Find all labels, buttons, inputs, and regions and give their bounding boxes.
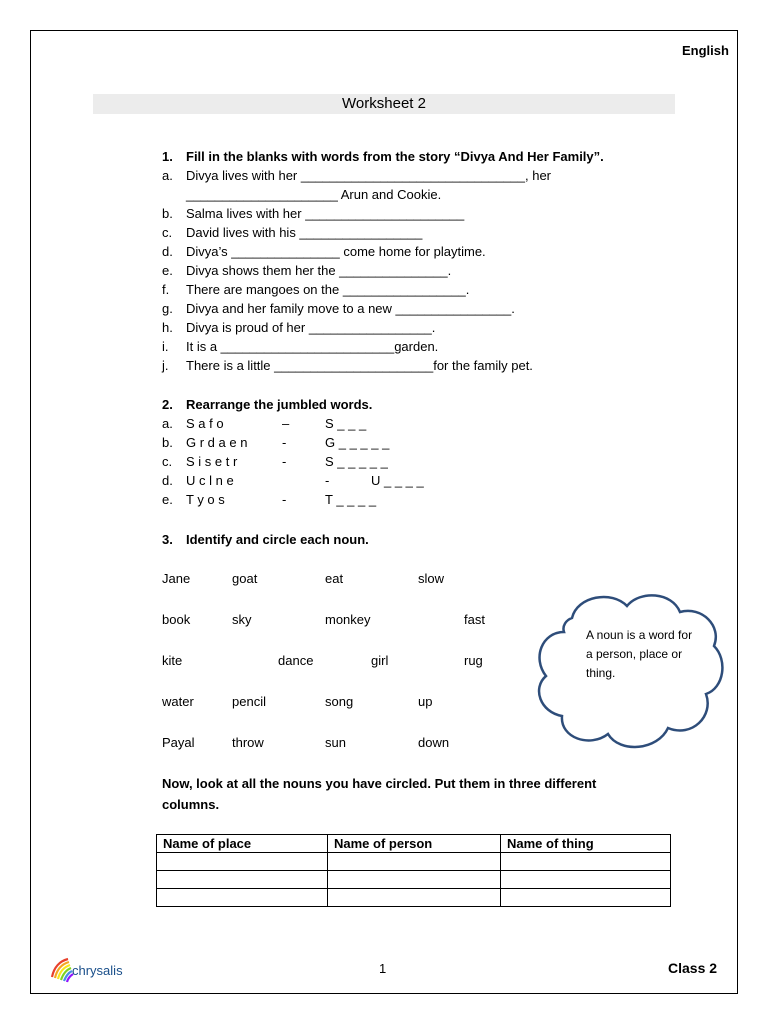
noun-word[interactable]: slow — [418, 571, 445, 586]
q2-item-dash: – — [282, 416, 290, 431]
q1-number: 1. — [162, 149, 173, 164]
q2-item-dash: - — [282, 435, 287, 450]
noun-word[interactable]: pencil — [232, 694, 266, 709]
q2-item-hint: S _ _ _ _ _ — [325, 454, 388, 469]
q1-item-letter: f. — [162, 282, 170, 297]
q2-number: 2. — [162, 397, 173, 412]
q1-item-text: There is a little ______________________for the family pet. — [186, 358, 533, 373]
noun-word[interactable]: goat — [232, 571, 258, 586]
header-thing: Name of thing — [501, 835, 671, 853]
q1-prompt: Fill in the blanks with words from the story “Divya And Her Family”. — [186, 149, 604, 164]
table-row — [157, 853, 671, 871]
q1-item-text: Divya is proud of her _________________. — [186, 320, 436, 335]
q2-item-hint: G _ _ _ _ _ — [325, 435, 390, 450]
q1-item-text: David lives with his _________________ — [186, 225, 423, 240]
noun-word[interactable]: kite — [162, 653, 183, 668]
q1-item-letter: g. — [162, 301, 173, 316]
q2-item-jumbled: S i s e t r — [186, 454, 238, 469]
q1-item-letter: d. — [162, 244, 173, 259]
table-cell — [328, 889, 501, 907]
q1-item-letter: i. — [162, 339, 169, 354]
noun-word[interactable]: girl — [371, 653, 389, 668]
noun-word[interactable]: dance — [278, 653, 314, 668]
noun-word[interactable]: throw — [232, 735, 264, 750]
q2-item-dash: - — [282, 492, 287, 507]
q1-item-letter: h. — [162, 320, 173, 335]
q2-item-letter: e. — [162, 492, 173, 507]
q2-item-jumbled: T y o s — [186, 492, 225, 507]
q2-item-letter: a. — [162, 416, 173, 431]
title-band — [93, 94, 675, 114]
columns-instruction-line2: columns. — [162, 797, 220, 812]
class-label: Class 2 — [668, 960, 718, 976]
table-cell — [501, 889, 671, 907]
noun-columns-table — [156, 834, 671, 907]
q1-item-text: _____________________ Arun and Cookie. — [186, 187, 442, 202]
q1-item-letter: b. — [162, 206, 173, 221]
q1-item-letter: c. — [162, 225, 173, 240]
header-person: Name of person — [328, 835, 501, 853]
q3-prompt: Identify and circle each noun. — [186, 532, 369, 547]
q3-number: 3. — [162, 532, 173, 547]
table-row — [157, 889, 671, 907]
noun-word[interactable]: eat — [325, 571, 344, 586]
q2-item-letter: b. — [162, 435, 173, 450]
noun-word[interactable]: Payal — [162, 735, 195, 750]
table-cell — [501, 871, 671, 889]
q1-item-text: Divya shows them her the _______________. — [186, 263, 452, 278]
table-row — [157, 871, 671, 889]
q2-item-hint: S _ _ _ — [325, 416, 367, 431]
table-cell — [157, 889, 328, 907]
noun-word[interactable]: fast — [464, 612, 485, 627]
noun-word[interactable]: rug — [464, 653, 483, 668]
q1-item-text: Salma lives with her ______________________ — [186, 206, 465, 221]
worksheet-title: Worksheet 2 — [342, 95, 426, 112]
noun-word[interactable]: monkey — [325, 612, 371, 627]
q1-item-text: It is a ________________________garden. — [186, 339, 439, 354]
q1-item-text: Divya and her family move to a new ________________. — [186, 301, 515, 316]
q2-item-dash: - — [282, 454, 287, 469]
q1-item-letter: a. — [162, 168, 173, 183]
q1-item-text: Divya lives with her _______________________________, her — [186, 168, 552, 183]
q1-item-letter: j. — [162, 358, 169, 373]
q2-item-dash: - — [325, 473, 330, 488]
table-cell — [501, 853, 671, 871]
noun-word[interactable]: sky — [232, 612, 252, 627]
noun-word[interactable]: sun — [325, 735, 346, 750]
q2-item-hint: U _ _ _ _ — [371, 473, 424, 488]
q2-prompt: Rearrange the jumbled words. — [186, 397, 373, 412]
q2-item-hint: T _ _ _ _ — [325, 492, 377, 507]
table-cell — [328, 871, 501, 889]
q1-item-text: There are mangoes on the _________________. — [186, 282, 470, 297]
q1-item-text: Divya’s _______________ come home for playtime. — [186, 244, 486, 259]
noun-word[interactable]: up — [418, 694, 433, 709]
table-cell — [157, 871, 328, 889]
q2-item-jumbled: S a f o — [186, 416, 224, 431]
table-cell — [157, 853, 328, 871]
noun-word[interactable]: water — [162, 694, 194, 709]
q1-item-letter: e. — [162, 263, 173, 278]
noun-word[interactable]: down — [418, 735, 450, 750]
columns-instruction-line1: Now, look at all the nouns you have circled. Put them in three different — [162, 776, 597, 791]
header-place: Name of place — [157, 835, 328, 853]
subject-label: English — [682, 43, 729, 58]
q2-item-letter: c. — [162, 454, 173, 469]
noun-word[interactable]: song — [325, 694, 354, 709]
table-cell — [328, 853, 501, 871]
noun-word[interactable]: Jane — [162, 571, 191, 586]
q2-item-jumbled: U c l n e — [186, 473, 234, 488]
chrysalis-logo-text: chrysalis — [72, 963, 123, 978]
noun-definition-text: A noun is a word for a person, place or thing. — [586, 628, 693, 680]
page-number: 1 — [379, 961, 387, 976]
q2-item-jumbled: G r d a e n — [186, 435, 248, 450]
q2-item-letter: d. — [162, 473, 173, 488]
noun-word[interactable]: book — [162, 612, 191, 627]
